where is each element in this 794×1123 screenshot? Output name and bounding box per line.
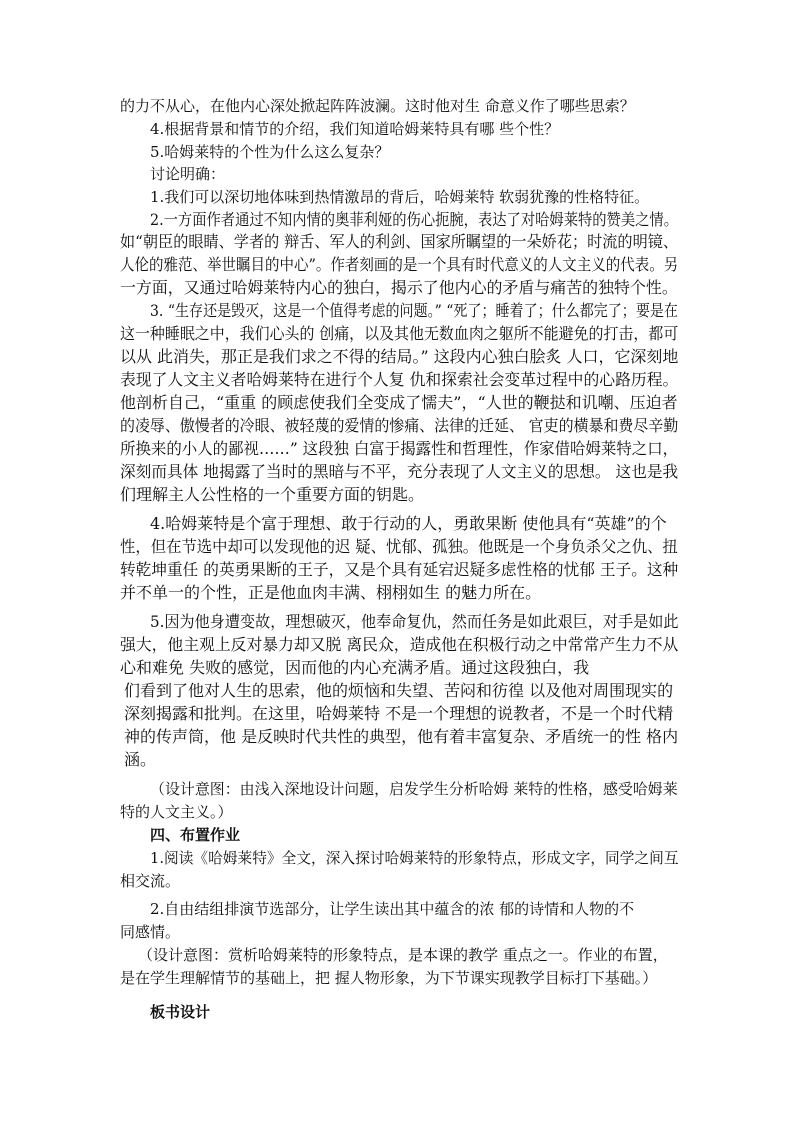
- text-line: 的凌辱、傲慢者的冷眼、被轻蔑的爱情的惨痛、法律的迁延、 官吏的横暴和费尽辛勤: [120, 416, 679, 435]
- text-line: 性，但在节选中却可以发现他的迟 疑、忧郁、孤独。他既是一个身负杀父之仇、扭: [120, 537, 678, 556]
- homework-1: 1.阅读《哈姆莱特》全文，深入探讨哈姆莱特的形象特点，形成文字，同学之间互: [150, 849, 679, 867]
- question-5: 5.哈姆莱特的个性为什么这么复杂？: [150, 143, 390, 161]
- answer-5: 5.因为他身遭变故，理想破灭，他奉命复仇，然而任务是如此艰巨，对手是如此: [150, 612, 679, 631]
- text-line: 以从 此消失，那正是我们求之不得的结局。” 这段内心独白脍炙 人口，它深刻地: [120, 347, 679, 366]
- text-line: 是在学生理解情节的基础上，把 握人物形象，为下节课实现教学目标打下基础。）: [120, 969, 658, 987]
- text-line: 如“朝臣的眼睛、学者的 辩舌、军人的利剑、国家所瞩望的一朵娇花；时流的明镜、: [120, 232, 679, 251]
- section-heading-board-design: 板书设计: [150, 1003, 211, 1021]
- text-line: 涵。: [124, 750, 157, 769]
- text-line: 强大，他主观上反对暴力却又脱 离民众，造成他在积极行动之中常常产生力不从: [120, 635, 679, 654]
- design-intent-note: （设计意图：由浅入深地设计问题，启发学生分析哈姆 莱特的性格，感受哈姆莱: [150, 780, 678, 798]
- text-line: 他剖析自己，“重重 的顾虑使我们全变成了懦夫”，“人世的鞭挞和讥嘲、压迫者: [120, 393, 678, 412]
- text-line: 的力不从心，在他内心深处掀起阵阵波澜。这时他对生 命意义作了哪些思索？: [120, 97, 635, 115]
- homework-2: 2.自由结组排演节选部分，让学生读出其中蕴含的浓 郁的诗情和人物的不: [150, 900, 635, 918]
- answer-2: 2.一方面作者通过不知内情的奥菲利娅的伤心扼腕，表达了对哈姆莱特的赞美之情。: [150, 210, 679, 229]
- text-line: 相交流。: [120, 872, 181, 890]
- text-line: 人伦的雅范、举世瞩目的中心”。作者刻画的是一个具有时代意义的人文主义的代表。另: [120, 255, 679, 274]
- text-line: 并不单一的个性，正是他血肉丰满、栩栩如生 的魅力所在。: [120, 583, 542, 602]
- section-heading-homework: 四、布置作业: [150, 826, 241, 844]
- question-4: 4.根据背景和情节的介绍，我们知道哈姆莱特具有哪 些个性？: [150, 120, 560, 138]
- text-line: 深刻而具体 地揭露了当时的黑暗与不平，充分表现了人文主义的思想。 这也是我: [120, 462, 679, 481]
- discussion-heading: 讨论明确：: [150, 165, 226, 183]
- text-line: 所换来的小人的鄙视……” 这段独 白富于揭露性和哲理性，作家借哈姆莱特之口，: [120, 439, 679, 458]
- text-line: 同感情。: [120, 923, 181, 941]
- answer-3: 3. “生存还是毁灭，这是一个值得考虑的问题。” “死了；睡着了；什么都完了；要是在: [150, 301, 678, 320]
- text-line: 们看到了他对人生的思索，他的烦恼和失望、苦闷和彷徨 以及他对周围现实的: [124, 681, 674, 700]
- text-line: 心和难免 失败的感觉，因而他的内心充满矛盾。通过这段独白，我: [120, 658, 590, 677]
- design-intent-note: （设计意图：赏析哈姆莱特的形象特点，是本课的教学 重点之一。作业的布置，: [138, 946, 668, 964]
- answer-1: 1.我们可以深切地体味到热情激昂的背后，哈姆莱特 软弱犹豫的性格特征。: [150, 188, 650, 206]
- text-line: 特的人文主义。）: [120, 803, 233, 821]
- text-line: 这一种睡眠之中，我们心头的 创痛，以及其他无数血肉之躯所不能避免的打击，都可: [120, 324, 679, 343]
- answer-4: 4.哈姆莱特是个富于理想、敢于行动的人，勇敢果断 使他具有“英雄”的个: [150, 514, 667, 533]
- text-line: 转乾坤重任 的英勇果断的王子，又是个具有延宕迟疑多虑性格的忧郁 王子。这种: [120, 560, 679, 579]
- text-line: 一方面，又通过哈姆莱特内心的独白，揭示了他内心的矛盾与痛苦的独特个性。: [120, 278, 678, 297]
- text-line: 们理解主人公性格的一个重要方面的钥匙。: [120, 485, 425, 504]
- text-line: 表现了人文主义者哈姆莱特在进行个人复 仇和探索社会变革过程中的心路历程。: [120, 370, 679, 389]
- text-line: 神的传声筒，他 是反映时代共性的典型，他有着丰富复杂、矛盾统一的性 格内: [124, 727, 679, 746]
- text-line: 深刻揭露和批判。在这里，哈姆莱特 不是一个理想的说教者，不是一个时代精: [124, 704, 674, 723]
